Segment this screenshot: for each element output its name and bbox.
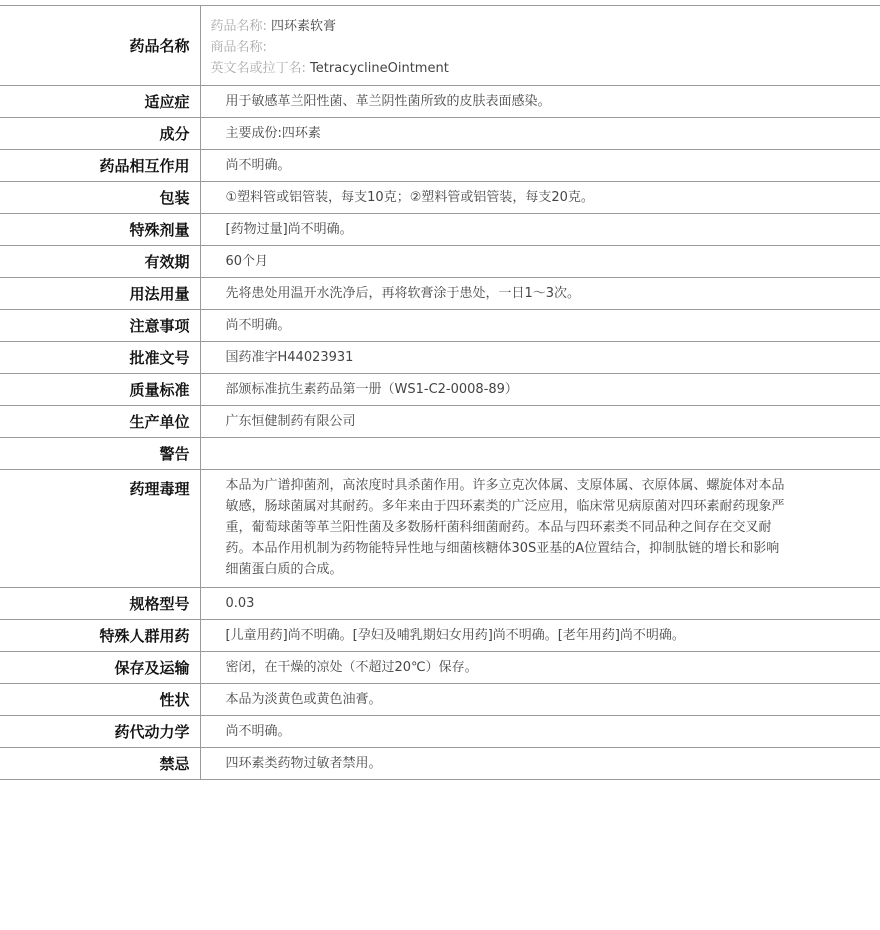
row-value: 0.03: [225, 595, 255, 611]
generic-name-line: [211, 16, 791, 37]
row-storage: [0, 652, 880, 684]
row-label: 特殊人群用药: [0, 620, 200, 652]
row-label: 禁忌: [0, 748, 200, 780]
row-value: 四环素类药物过敏者禁用。: [225, 755, 382, 771]
english-name-value: TetracyclineOintment: [310, 61, 449, 76]
row-label: 性状: [0, 684, 200, 716]
row-label: 注意事项: [0, 310, 200, 342]
row-label: 批准文号: [0, 342, 200, 374]
row-appearance: [0, 684, 880, 716]
row-label: 适应症: [0, 86, 200, 118]
row-pharmacology: [0, 470, 880, 588]
row-label: 特殊剂量: [0, 214, 200, 246]
row-special-dosage: [0, 214, 880, 246]
row-value: [药物过量]尚不明确。: [225, 221, 353, 237]
row-usage: [0, 278, 880, 310]
row-pharmacokinetics: [0, 716, 880, 748]
row-label: 药品名称: [0, 6, 200, 86]
generic-name-key: 药品名称:: [210, 19, 267, 34]
row-value: 密闭，在干燥的凉处（不超过20℃）保存。: [225, 659, 478, 675]
row-interactions: [0, 150, 880, 182]
row-label: 药品相互作用: [0, 150, 200, 182]
row-label: 质量标准: [0, 374, 200, 406]
row-value: 部颁标准抗生素药品第一册（WS1-C2-0008-89）: [225, 381, 518, 397]
row-shelf-life: [0, 246, 880, 278]
trade-name-line: [211, 37, 791, 58]
row-value: 广东恒健制药有限公司: [225, 413, 356, 429]
row-label: 规格型号: [0, 588, 200, 620]
row-value: 主要成份:四环素: [225, 125, 321, 141]
row-value: 先将患处用温开水洗净后，再将软膏涂于患处，一日1～3次。: [225, 285, 581, 301]
row-label: 保存及运输: [0, 652, 200, 684]
row-value: 尚不明确。: [225, 723, 291, 739]
row-value: 用于敏感革兰阳性菌、革兰阴性菌所致的皮肤表面感染。: [225, 93, 551, 109]
row-value: 本品为广谱抑菌剂，高浓度时具杀菌作用。许多立克次体属、支原体属、衣原体属、螺旋体对本品敏感，肠球菌属对其耐药。多年来由于四环素类的广泛应用，临床常见病原菌对四环素耐药现象严重，葡萄球菌等革兰阳性菌及多数肠杆菌科细菌耐药。本品与四环素类不同品种之间存在交叉耐药。本品作用机制为药物能特异性地与细菌核糖体30S亚基的A位置结合，抑制肽链的增长和影响细菌蛋白质的合成。: [225, 478, 785, 577]
row-label: 有效期: [0, 246, 200, 278]
row-manufacturer: [0, 406, 880, 438]
row-indications: [0, 86, 880, 118]
row-packaging: [0, 182, 880, 214]
row-value: 尚不明确。: [225, 157, 291, 173]
row-value: [200, 438, 880, 470]
row-contraindications: [0, 748, 880, 780]
english-name-line: [211, 58, 791, 79]
row-special-populations: [0, 620, 880, 652]
english-name-key: 英文名或拉丁名:: [210, 61, 306, 76]
names-cell: [200, 6, 880, 86]
row-label: 药代动力学: [0, 716, 200, 748]
row-specification: [0, 588, 880, 620]
row-label: 生产单位: [0, 406, 200, 438]
generic-name-value: 四环素软膏: [271, 19, 337, 34]
trade-name-key: 商品名称:: [210, 40, 267, 55]
row-precautions: [0, 310, 880, 342]
row-label: 警告: [0, 438, 200, 470]
row-value: 60个月: [225, 253, 269, 269]
row-label: 药理毒理: [0, 470, 200, 588]
row-value: 本品为淡黄色或黄色油膏。: [225, 691, 382, 707]
row-quality-standard: [0, 374, 880, 406]
names-row: [0, 6, 880, 86]
row-label: 成分: [0, 118, 200, 150]
row-label: 包装: [0, 182, 200, 214]
row-label: 用法用量: [0, 278, 200, 310]
row-warning: [0, 438, 880, 470]
row-ingredients: [0, 118, 880, 150]
row-value: ①塑料管或铝管装，每支10克；②塑料管或铝管装，每支20克。: [225, 189, 594, 205]
row-value: [儿童用药]尚不明确。[孕妇及哺乳期妇女用药]尚不明确。[老年用药]尚不明确。: [225, 627, 685, 643]
row-value: 国药准字H44023931: [225, 349, 354, 365]
row-value: 尚不明确。: [225, 317, 291, 333]
row-approval-number: [0, 342, 880, 374]
drug-spec-table: [0, 5, 880, 780]
